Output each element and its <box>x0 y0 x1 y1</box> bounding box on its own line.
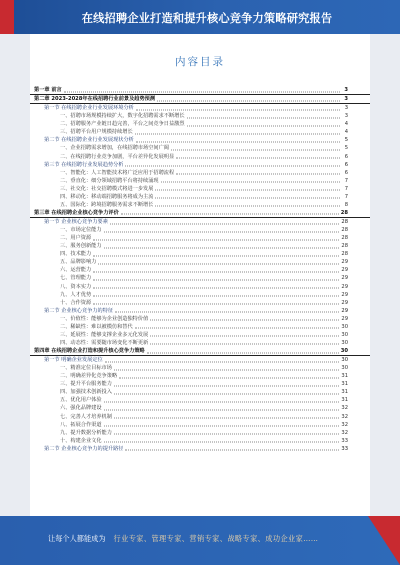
toc-entry[interactable] <box>30 315 370 323</box>
toc-entry-page: 3 <box>344 113 348 120</box>
toc-leader-dots <box>136 109 340 110</box>
toc-entry-title: 十、构建企业文化 <box>60 437 102 444</box>
toc-entry[interactable] <box>30 86 370 95</box>
report-footer <box>0 516 400 565</box>
footer-accent-corner <box>368 516 400 565</box>
toc-entry[interactable] <box>30 364 370 372</box>
toc-leader-dots <box>104 409 340 410</box>
toc-entry-page: 6 <box>344 161 348 168</box>
toc-entry[interactable] <box>30 413 370 421</box>
toc-entry[interactable] <box>30 120 370 128</box>
footer-slogan <box>48 534 318 544</box>
toc-entry-title: 第一节 在线招聘企业行业发展环境分析 <box>44 105 134 112</box>
toc-entry-title: 一、价值性：能够为企业创造独特价值 <box>60 315 149 322</box>
toc-leader-dots <box>114 393 340 394</box>
toc-entry-page: 29 <box>341 315 348 322</box>
toc-entry-title: 四、加强技术创新投入 <box>60 389 112 396</box>
toc-leader-dots <box>136 141 340 142</box>
toc-entry[interactable] <box>30 161 370 169</box>
toc-entry-page: 30 <box>341 365 348 372</box>
toc-leader-dots <box>147 352 339 353</box>
toc-leader-dots <box>105 361 340 362</box>
toc-leader-dots <box>150 336 339 337</box>
toc-entry-title: 三、延展性：能够支撑企业多元化发展 <box>60 331 149 338</box>
toc-entry-page: 30 <box>341 323 348 330</box>
toc-entry-title: 十、合作资源 <box>60 299 92 306</box>
toc-entry-title: 二、用户资源 <box>60 235 92 242</box>
toc-list <box>30 86 370 453</box>
toc-entry[interactable] <box>30 153 370 161</box>
toc-leader-dots <box>114 385 340 386</box>
toc-entry[interactable] <box>30 226 370 234</box>
toc-entry-title: 九、人才优势 <box>60 291 92 298</box>
toc-entry[interactable] <box>30 307 370 315</box>
toc-entry-page: 30 <box>341 339 348 346</box>
toc-entry-title: 二、明确差异化竞争策略 <box>60 373 118 380</box>
toc-leader-dots <box>187 117 340 118</box>
toc-leader-dots <box>104 442 340 443</box>
toc-entry-title: 六、强化品牌建设 <box>60 405 102 412</box>
footer-tagline: 行业专家、管理专家、营销专家、战略专家、成功企业家…… <box>113 534 319 543</box>
toc-entry-page: 31 <box>341 397 348 404</box>
toc-leader-dots <box>135 328 340 329</box>
toc-entry-page: 6 <box>344 169 348 176</box>
toc-entry-title: 五、品牌影响力 <box>60 259 97 266</box>
toc-entry[interactable] <box>30 347 370 356</box>
toc-entry-title: 五、国际化：跨境招聘服务需求不断增长 <box>60 201 154 208</box>
toc-entry[interactable] <box>30 209 370 218</box>
toc-leader-dots <box>114 434 340 435</box>
toc-entry-title: 第一节 明确企业发展定位 <box>44 357 103 364</box>
report-header <box>0 0 400 34</box>
toc-entry[interactable] <box>30 291 370 299</box>
toc-entry-page: 7 <box>344 177 348 184</box>
toc-entry-page: 5 <box>344 145 348 152</box>
toc-entry-page: 4 <box>344 129 348 136</box>
toc-entry[interactable] <box>30 218 370 226</box>
toc-entry-title: 第四章 在线招聘企业打造和提升核心竞争力策略 <box>34 348 145 354</box>
toc-entry-title: 一、招聘市场规模持续扩大，数字化招聘需求不断增长 <box>60 113 185 120</box>
toc-leader-dots <box>104 247 340 248</box>
toc-entry-page: 32 <box>341 421 348 428</box>
document-page <box>30 34 370 516</box>
toc-leader-dots <box>135 133 340 134</box>
toc-leader-dots <box>176 158 340 159</box>
toc-entry-page: 7 <box>344 193 348 200</box>
toc-entry[interactable] <box>30 388 370 396</box>
toc-entry-page: 6 <box>344 153 348 160</box>
toc-entry-page: 31 <box>341 381 348 388</box>
toc-entry-page: 28 <box>340 209 348 216</box>
toc-entry-page: 3 <box>344 96 348 103</box>
toc-leader-dots <box>187 125 340 126</box>
toc-entry[interactable] <box>30 242 370 250</box>
toc-entry-page: 28 <box>341 243 348 250</box>
header-accent-bar <box>0 0 14 34</box>
toc-leader-dots <box>161 182 340 183</box>
toc-entry-title: 第三章 在线招聘企业核心竞争力评价 <box>34 209 119 216</box>
toc-entry[interactable] <box>30 95 370 104</box>
toc-entry[interactable] <box>30 396 370 404</box>
toc-entry-page: 28 <box>341 235 348 242</box>
toc-entry-title: 一、精准定位目标市场 <box>60 365 112 372</box>
toc-entry-title: 第二节 企业核心竞争力的提升路径 <box>44 445 124 452</box>
toc-entry-title: 第三节 在线招聘行业发展趋势分析 <box>44 161 124 168</box>
toc-entry[interactable] <box>30 339 370 347</box>
toc-entry-page: 29 <box>341 307 348 314</box>
toc-entry-page: 30 <box>341 357 348 364</box>
toc-leader-dots <box>115 312 339 313</box>
toc-leader-dots <box>176 174 340 175</box>
toc-entry-page: 30 <box>340 348 348 354</box>
toc-entry[interactable] <box>30 356 370 364</box>
toc-entry-title: 四、移动化：移动端招聘服务将成为主流 <box>60 193 154 200</box>
toc-leader-dots <box>93 279 339 280</box>
toc-entry-title: 第二节 企业核心竞争力的特征 <box>44 307 114 314</box>
toc-entry[interactable] <box>30 169 370 177</box>
toc-entry-page: 28 <box>341 219 348 225</box>
toc-entry[interactable] <box>30 421 370 429</box>
toc-entry-page: 3 <box>344 87 348 93</box>
toc-leader-dots <box>104 231 340 232</box>
toc-entry-title: 四、动态性：需要随市场变化不断更新 <box>60 339 149 346</box>
footer-brand: 让每个人都能成为 <box>48 534 106 543</box>
toc-entry-page: 7 <box>344 185 348 192</box>
toc-entry-page: 33 <box>341 445 348 452</box>
toc-entry-title: 四、技术能力 <box>60 251 92 258</box>
toc-entry-page: 3 <box>344 105 348 112</box>
toc-entry-title: 第二节 在线招聘企业行业发展现状分析 <box>44 137 134 144</box>
toc-entry-page: 29 <box>341 275 348 282</box>
toc-entry[interactable] <box>30 283 370 291</box>
toc-entry-page: 32 <box>341 405 348 412</box>
toc-entry-page: 31 <box>341 389 348 396</box>
toc-entry[interactable] <box>30 128 370 136</box>
toc-entry-page: 29 <box>341 267 348 274</box>
toc-leader-dots <box>93 271 339 272</box>
toc-entry[interactable] <box>30 250 370 258</box>
toc-entry[interactable] <box>30 429 370 437</box>
toc-entry-page: 29 <box>341 283 348 290</box>
toc-entry-title: 二、垂直化：细分领域招聘平台将持续涌现 <box>60 177 159 184</box>
toc-leader-dots <box>155 198 340 199</box>
toc-entry-title: 八、资本实力 <box>60 283 92 290</box>
toc-entry[interactable] <box>30 185 370 193</box>
toc-leader-dots <box>155 190 340 191</box>
toc-entry-page: 29 <box>341 291 348 298</box>
toc-leader-dots <box>150 344 339 345</box>
toc-leader-dots <box>93 304 339 305</box>
toc-leader-dots <box>110 223 339 224</box>
toc-entry-page: 29 <box>341 259 348 266</box>
toc-entry-title: 三、提升平台服务能力 <box>60 381 112 388</box>
toc-leader-dots <box>125 166 340 167</box>
toc-entry[interactable] <box>30 136 370 144</box>
toc-entry-page: 8 <box>344 201 348 208</box>
toc-entry-page: 28 <box>341 227 348 234</box>
toc-entry-page: 5 <box>344 137 348 144</box>
toc-entry[interactable] <box>30 193 370 201</box>
toc-entry-page: 28 <box>341 251 348 258</box>
toc-entry-title: 一、智能化：人工智能技术将广泛应用于招聘流程 <box>60 169 175 176</box>
toc-leader-dots <box>93 255 339 256</box>
toc-entry-page: 30 <box>341 331 348 338</box>
toc-entry[interactable] <box>30 104 370 112</box>
toc-entry-title: 六、运营能力 <box>60 267 92 274</box>
toc-leader-dots <box>104 426 340 427</box>
toc-entry-title: 二、稀缺性：难以被模仿和替代 <box>60 323 133 330</box>
toc-entry[interactable] <box>30 144 370 152</box>
toc-entry-title: 第一章 前言 <box>34 87 62 93</box>
toc-entry[interactable] <box>30 112 370 120</box>
toc-entry-page: 31 <box>341 373 348 380</box>
toc-leader-dots <box>64 91 340 92</box>
toc-entry[interactable] <box>30 177 370 185</box>
toc-leader-dots <box>157 100 340 101</box>
toc-entry-title: 第二章 2023-2028年在线招聘行业前景及趋势预测 <box>34 96 156 103</box>
toc-entry[interactable] <box>30 404 370 412</box>
toc-entry-page: 32 <box>341 413 348 420</box>
toc-entry[interactable] <box>30 201 370 209</box>
toc-entry[interactable] <box>30 299 370 307</box>
toc-entry-title: 二、招聘服务产业链日趋完善，平台之间竞争日益激烈 <box>60 121 185 128</box>
toc-entry-title: 三、服务创新能力 <box>60 243 102 250</box>
toc-title: 内容目录 <box>175 56 225 68</box>
toc-entry-title: 三、招聘平台用户规模持续增长 <box>60 129 133 136</box>
toc-leader-dots <box>155 206 340 207</box>
toc-entry[interactable] <box>30 437 370 445</box>
toc-entry[interactable] <box>30 266 370 274</box>
toc-leader-dots <box>114 418 340 419</box>
report-title: 在线招聘企业打造和提升核心竞争力策略研究报告 <box>81 12 333 25</box>
toc-leader-dots <box>150 320 339 321</box>
toc-leader-dots <box>93 288 339 289</box>
toc-leader-dots <box>121 214 339 215</box>
toc-entry[interactable] <box>30 274 370 282</box>
toc-entry-title: 一、企业招聘需求增加，在线招聘市场空间广阔 <box>60 145 169 152</box>
toc-leader-dots <box>125 450 339 451</box>
toc-entry[interactable] <box>30 380 370 388</box>
toc-entry[interactable] <box>30 234 370 242</box>
toc-leader-dots <box>98 263 339 264</box>
toc-leader-dots <box>93 239 339 240</box>
toc-entry[interactable] <box>30 323 370 331</box>
toc-entry[interactable] <box>30 331 370 339</box>
toc-leader-dots <box>171 149 340 150</box>
toc-entry-title: 五、优化用户体验 <box>60 397 102 404</box>
toc-entry-title: 九、提升数据分析能力 <box>60 429 112 436</box>
toc-entry-page: 32 <box>341 429 348 436</box>
toc-entry-title: 三、社交化：社交招聘模式将进一步发展 <box>60 185 154 192</box>
toc-entry-page: 33 <box>341 437 348 444</box>
toc-entry-title: 二、在线招聘行业竞争加剧，平台差异化发展明显 <box>60 153 175 160</box>
toc-entry[interactable] <box>30 372 370 380</box>
toc-entry-page: 29 <box>341 299 348 306</box>
toc-entry[interactable] <box>30 445 370 453</box>
toc-entry-title: 第一节 企业核心竞争力要素 <box>44 219 108 225</box>
toc-leader-dots <box>93 296 339 297</box>
toc-entry-page: 4 <box>344 121 348 128</box>
toc-entry-title: 八、拓展合作渠道 <box>60 421 102 428</box>
toc-entry-title: 一、市场定位能力 <box>60 227 102 234</box>
toc-leader-dots <box>119 377 339 378</box>
toc-leader-dots <box>104 401 340 402</box>
toc-leader-dots <box>114 369 340 370</box>
toc-entry-title: 七、完善人才培养机制 <box>60 413 112 420</box>
toc-entry-title: 七、管理能力 <box>60 275 92 282</box>
toc-entry[interactable] <box>30 258 370 266</box>
